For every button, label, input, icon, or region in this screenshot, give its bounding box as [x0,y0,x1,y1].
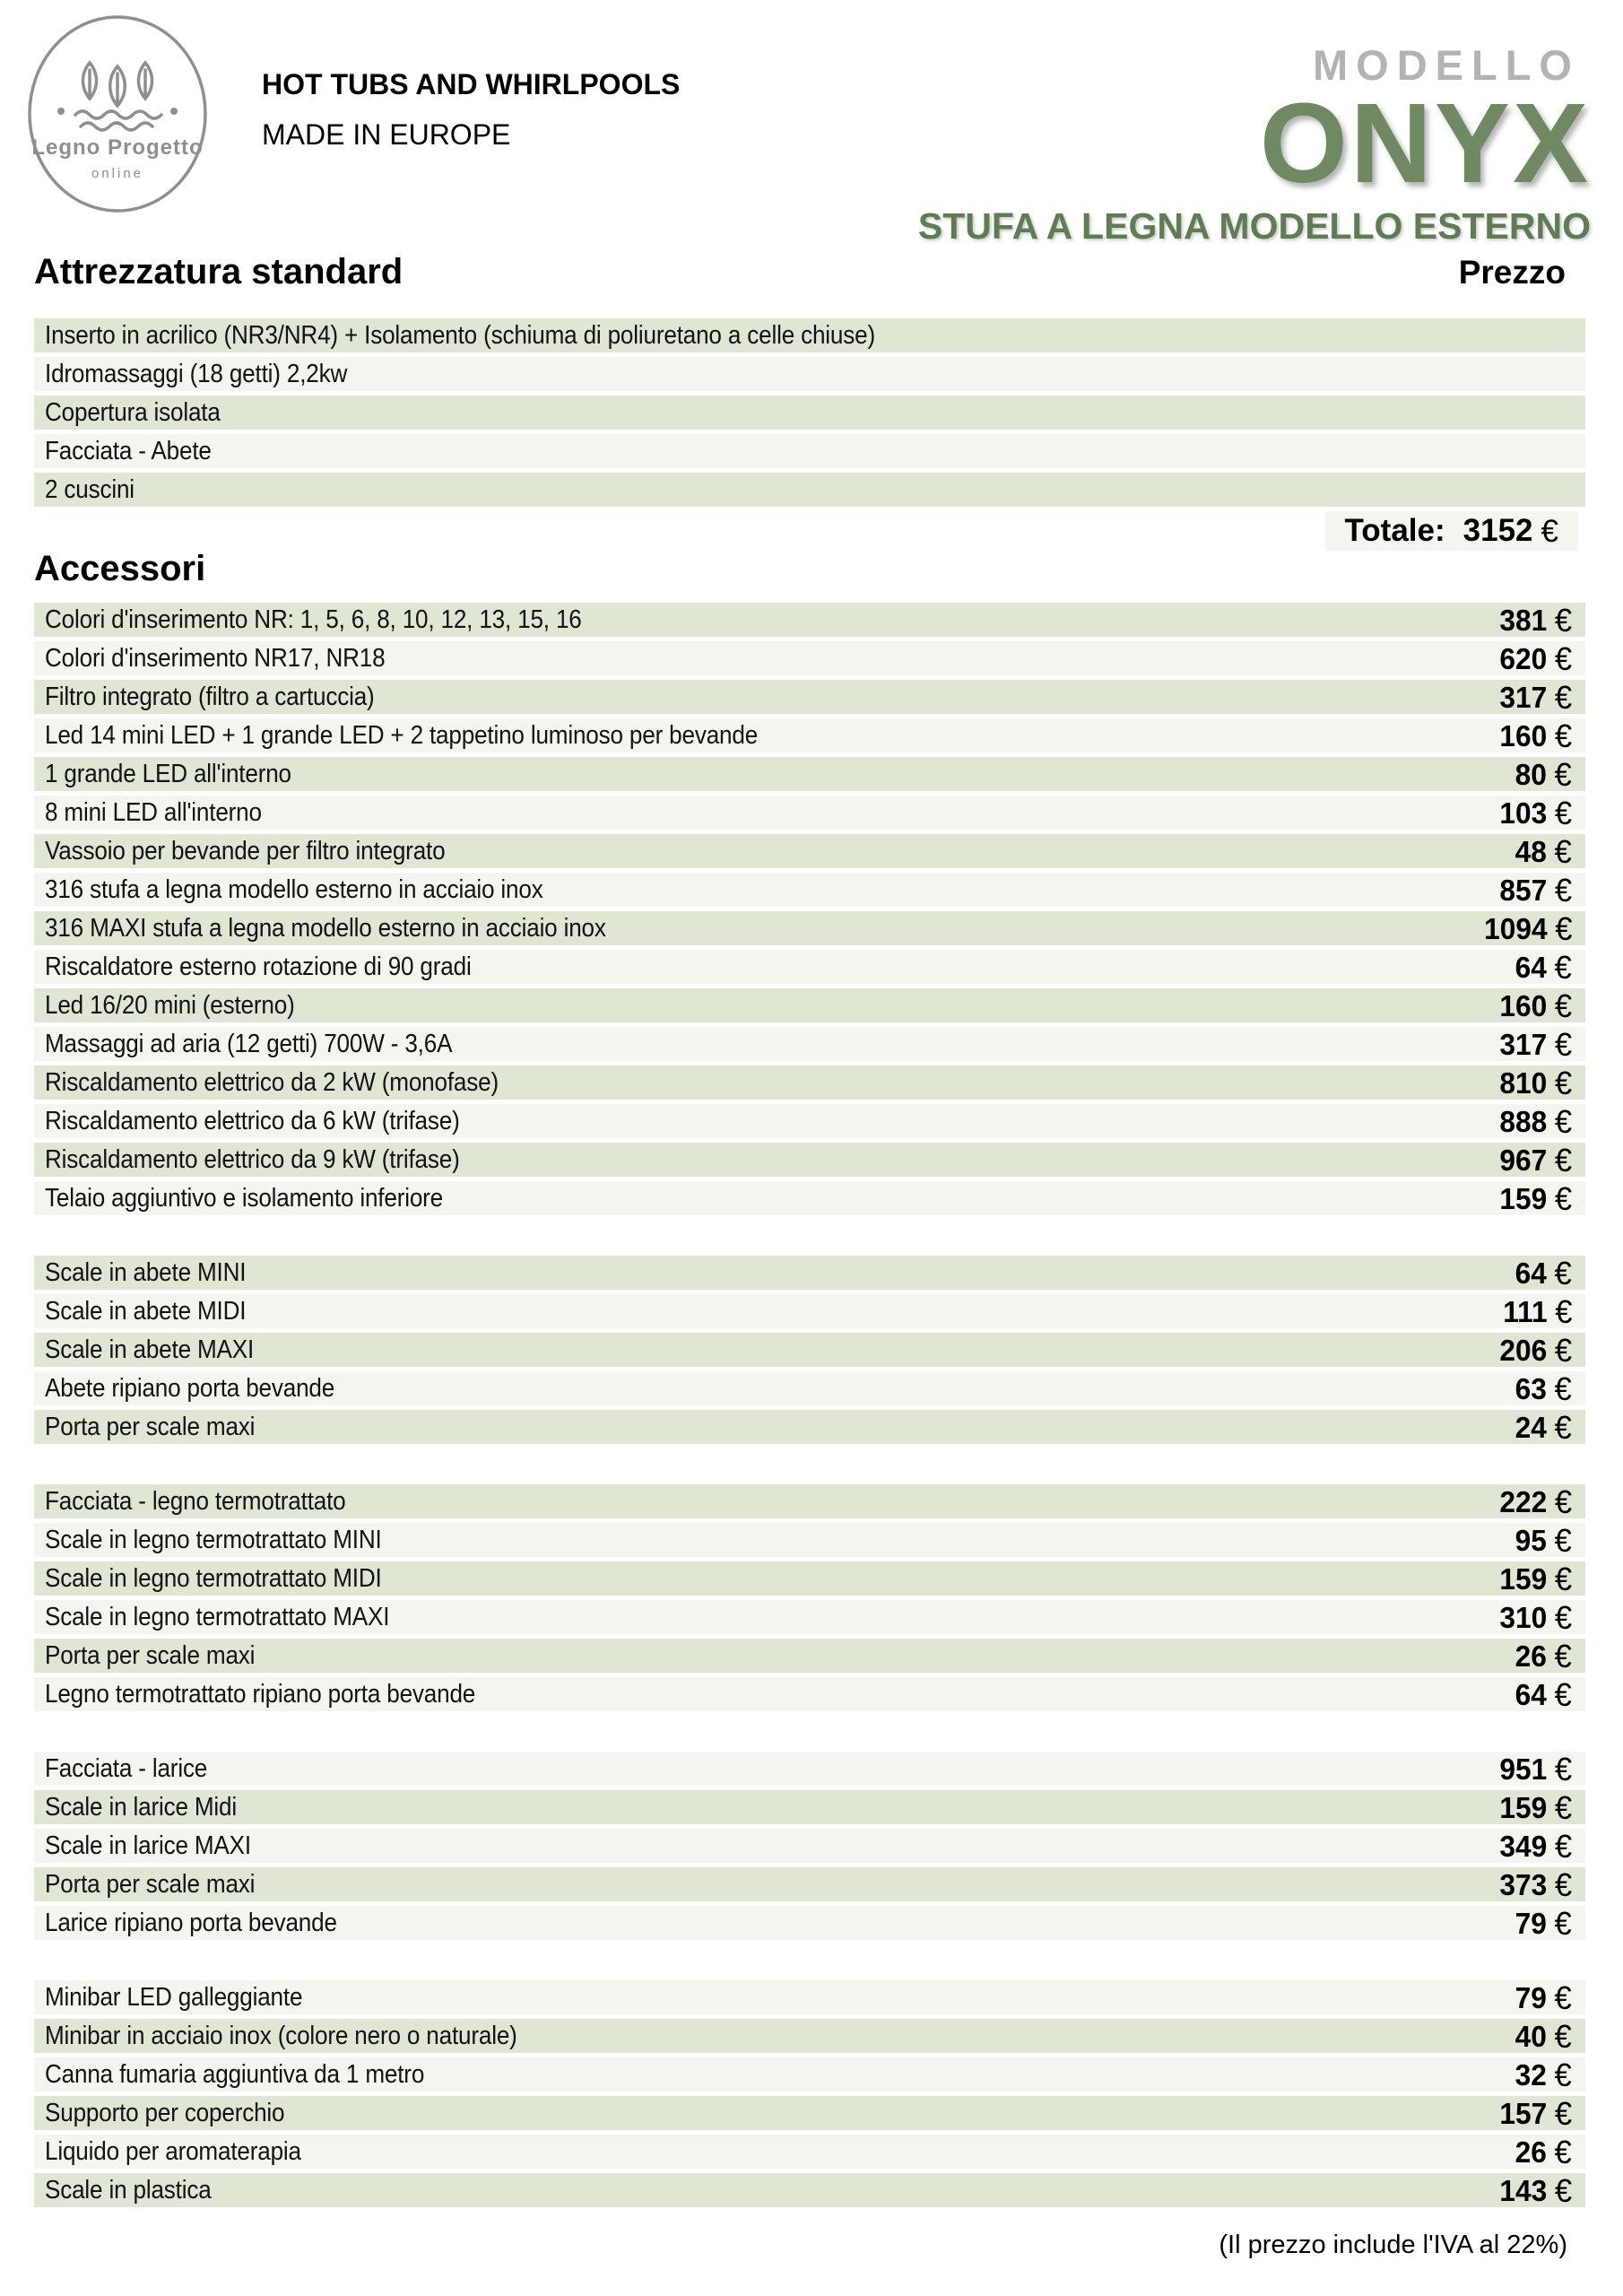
table-row [34,1523,1585,1557]
accessory-group [34,603,1585,1215]
logo-subtext: online [91,166,144,181]
standard-section-title: Attrezzatura standard [34,252,404,291]
item-price: 317 € [1499,679,1572,716]
model-subtitle: STUFA A LEGNA MODELLO ESTERNO [917,204,1591,247]
total-label: Totale: [1344,513,1445,548]
table-row [34,1371,1585,1405]
item-price: 64 € [1515,1676,1572,1713]
item-price: 40 € [1515,2018,1572,2055]
item-price: 157 € [1499,2095,1572,2132]
table-row [34,1181,1585,1215]
item-label: Scale in plastica [45,2175,212,2205]
item-label: Vassoio per bevande per filtro integrato [45,836,446,865]
euro-sign: € [1554,833,1572,870]
table-row [34,2135,1585,2169]
item-price: 143 € [1499,2172,1572,2209]
table-row [34,834,1585,868]
table-row [34,1143,1585,1177]
euro-sign: € [1554,1483,1572,1520]
standard-equipment-table [34,318,1585,511]
table-row [34,950,1585,984]
logo-waves-icon [75,111,161,130]
item-price: 317 € [1499,1026,1572,1063]
euro-sign: € [1554,1103,1572,1140]
item-price: 79 € [1515,1905,1572,1942]
item-label: Legno termotrattato ripiano porta bevande [45,1679,476,1709]
table-row [34,1484,1585,1518]
euro-sign: € [1554,1905,1572,1942]
table-row [34,796,1585,830]
table-row [34,641,1585,675]
table-row [34,911,1585,945]
table-row [34,1790,1585,1824]
euro-sign: € [1554,1522,1572,1559]
euro-sign: € [1554,949,1572,986]
item-label: Facciata - legno termotrattato [45,1486,346,1516]
item-label: Riscaldamento elettrico da 6 kW (trifase) [45,1106,460,1135]
item-price: 111 € [1502,1293,1572,1330]
euro-sign: € [1554,1561,1572,1597]
item-price: 951 € [1499,1751,1572,1787]
table-row [34,1065,1585,1100]
table-row [34,434,1585,468]
euro-sign: € [1554,1026,1572,1063]
euro-sign: € [1554,2018,1572,2055]
item-price: 26 € [1515,2134,1572,2170]
model-label: MODELLO [1313,41,1580,89]
accessories-table [34,603,1585,2248]
euro-sign: € [1554,602,1572,639]
item-price: 159 € [1499,1561,1572,1597]
accessories-section-title: Accessori [34,549,206,588]
euro-sign: € [1554,1142,1572,1178]
item-price: 857 € [1499,872,1572,909]
item-label: Liquido per aromaterapia [45,2136,301,2166]
item-label: Scale in legno termotrattato MIDI [45,1563,382,1593]
table-row [34,1829,1585,1863]
euro-sign: € [1554,1751,1572,1787]
euro-sign: € [1554,1638,1572,1674]
accessory-group [34,1256,1585,1444]
item-label: Riscaldamento elettrico da 9 kW (trifase) [45,1144,460,1174]
tagline-regular: MADE IN EUROPE [262,118,511,151]
item-price: 80 € [1515,756,1572,793]
item-label: Colori d'inserimento NR17, NR18 [45,643,386,673]
table-row [34,1752,1585,1786]
item-label: Scale in larice MAXI [45,1831,251,1860]
item-label: 8 mini LED all'interno [45,797,262,827]
item-label: Inserto in acrilico (NR3/NR4) + Isolamento (schiuma di poliuretano a celle chiuse) [45,320,875,350]
item-label: Riscaldatore esterno rotazione di 90 gradi [45,952,472,981]
item-price: 103 € [1499,795,1572,831]
item-label: Riscaldamento elettrico da 2 kW (monofase) [45,1067,499,1097]
table-row [34,1906,1585,1940]
euro-sign: € [1554,679,1572,716]
accessory-group [34,1752,1585,1940]
accessory-group [34,1484,1585,1711]
table-row [34,357,1585,391]
euro-sign: € [1541,514,1558,549]
item-price: 26 € [1515,1638,1572,1674]
euro-sign: € [1554,872,1572,909]
item-label: 1 grande LED all'interno [45,759,291,788]
table-row [34,1980,1585,2014]
table-row [34,1104,1585,1138]
euro-sign: € [1554,2134,1572,2170]
item-price: 373 € [1499,1866,1572,1903]
euro-sign: € [1554,2095,1572,2132]
item-label: Minibar in acciaio inox (colore nero o naturale) [45,2021,517,2050]
euro-sign: € [1554,1180,1572,1217]
item-price: 159 € [1499,1789,1572,1826]
table-row [34,1600,1585,1634]
euro-sign: € [1554,1293,1572,1330]
table-row [34,1027,1585,1061]
item-label: Led 14 mini LED + 1 grande LED + 2 tappetino luminoso per bevande [45,720,759,750]
item-label: Canna fumaria aggiuntiva da 1 metro [45,2059,425,2089]
table-row [34,873,1585,907]
item-price: 64 € [1515,949,1572,986]
table-row [34,318,1585,352]
table-row [34,2173,1585,2207]
item-price: 381 € [1499,602,1572,639]
table-row [34,2057,1585,2092]
item-price: 888 € [1499,1103,1572,1140]
euro-sign: € [1554,1789,1572,1826]
table-row [34,1410,1585,1444]
item-label: Massaggi ad aria (12 getti) 700W - 3,6A [45,1029,453,1058]
euro-sign: € [1554,2057,1572,2093]
euro-sign: € [1554,640,1572,677]
item-price: 620 € [1499,640,1572,677]
vat-note: (Il prezzo include l'IVA al 22%) [1219,2231,1567,2259]
item-label: Scale in legno termotrattato MAXI [45,1602,390,1631]
euro-sign: € [1554,1332,1572,1369]
euro-sign: € [1554,910,1572,947]
total-value: 3152 [1462,513,1533,548]
table-row [34,1867,1585,1901]
logo-dot-right [170,108,178,115]
price-column-header: Prezzo [1458,254,1566,291]
euro-sign: € [1554,1828,1572,1865]
item-label: Scale in abete MINI [45,1257,247,1287]
table-row [34,473,1585,507]
item-label: Porta per scale maxi [45,1412,256,1441]
table-row [34,396,1585,430]
item-label: Supporto per coperchio [45,2098,285,2127]
item-price: 32 € [1515,2057,1572,2093]
item-price: 160 € [1499,718,1572,754]
item-price: 310 € [1499,1599,1572,1636]
item-label: Abete ripiano porta bevande [45,1373,335,1403]
item-price: 79 € [1515,1979,1572,2016]
item-price: 967 € [1499,1142,1572,1178]
item-label: Scale in legno termotrattato MINI [45,1525,382,1554]
item-label: Scale in abete MAXI [45,1335,255,1364]
logo-dot-left [57,108,65,115]
table-row [34,2096,1585,2130]
item-label: Colori d'inserimento NR: 1, 5, 6, 8, 10, 12, 13, 15, 16 [45,604,582,634]
item-label: Porta per scale maxi [45,1869,256,1899]
item-label: Led 16/20 mini (esterno) [45,990,295,1020]
item-price: 206 € [1499,1332,1572,1369]
table-row [34,757,1585,791]
item-label: Facciata - larice [45,1753,208,1783]
logo-text: Legno Progetto [31,135,204,160]
table-row [34,1677,1585,1711]
item-price: 160 € [1499,987,1572,1024]
item-label: Scale in larice Midi [45,1792,237,1822]
tagline-bold: HOT TUBS AND WHIRLPOOLS [262,68,681,100]
accessory-group [34,1980,1585,2207]
item-price: 63 € [1515,1370,1572,1407]
item-label: 316 stufa a legna modello esterno in acciaio inox [45,874,543,904]
item-price: 48 € [1515,833,1572,870]
item-label: Copertura isolata [45,397,221,427]
euro-sign: € [1554,1676,1572,1713]
item-label: Larice ripiano porta bevande [45,1908,337,1937]
table-row [34,718,1585,752]
table-row [34,1639,1585,1673]
euro-sign: € [1554,1370,1572,1407]
table-row [34,1561,1585,1596]
table-row [34,680,1585,714]
item-price: 64 € [1515,1255,1572,1292]
item-price: 222 € [1499,1483,1572,1520]
euro-sign: € [1554,1979,1572,2016]
model-name: ONYX [1259,80,1591,207]
euro-sign: € [1554,795,1572,831]
euro-sign: € [1554,987,1572,1024]
item-price: 1094 € [1483,910,1572,947]
item-price: 349 € [1499,1828,1572,1865]
item-price: 95 € [1515,1522,1572,1559]
item-label: Scale in abete MIDI [45,1296,247,1326]
total-row [1325,511,1578,551]
euro-sign: € [1554,1599,1572,1636]
item-price: 24 € [1515,1409,1572,1446]
table-row [34,2019,1585,2053]
euro-sign: € [1554,1409,1572,1446]
item-price: 159 € [1499,1180,1572,1217]
table-row [34,1333,1585,1367]
logo-trees-icon [83,63,152,106]
euro-sign: € [1554,1065,1572,1101]
table-row [34,1256,1585,1290]
item-label: Minibar LED galleggiante [45,1982,303,2012]
company-logo [25,13,210,215]
euro-sign: € [1554,1255,1572,1292]
item-label: Filtro integrato (filtro a cartuccia) [45,682,375,711]
item-price: 810 € [1499,1065,1572,1101]
table-row [34,988,1585,1022]
item-label: Porta per scale maxi [45,1640,256,1670]
item-label: 2 cuscini [45,474,135,504]
euro-sign: € [1554,718,1572,754]
item-label: Telaio aggiuntivo e isolamento inferiore [45,1183,444,1213]
item-label: Facciata - Abete [45,436,212,465]
euro-sign: € [1554,756,1572,793]
item-label: 316 MAXI stufa a legna modello esterno in acciaio inox [45,913,606,943]
table-row [34,1294,1585,1328]
euro-sign: € [1554,2172,1572,2209]
euro-sign: € [1554,1866,1572,1903]
item-label: Idromassaggi (18 getti) 2,2kw [45,359,348,388]
table-row [34,603,1585,637]
model-block [712,41,1591,248]
